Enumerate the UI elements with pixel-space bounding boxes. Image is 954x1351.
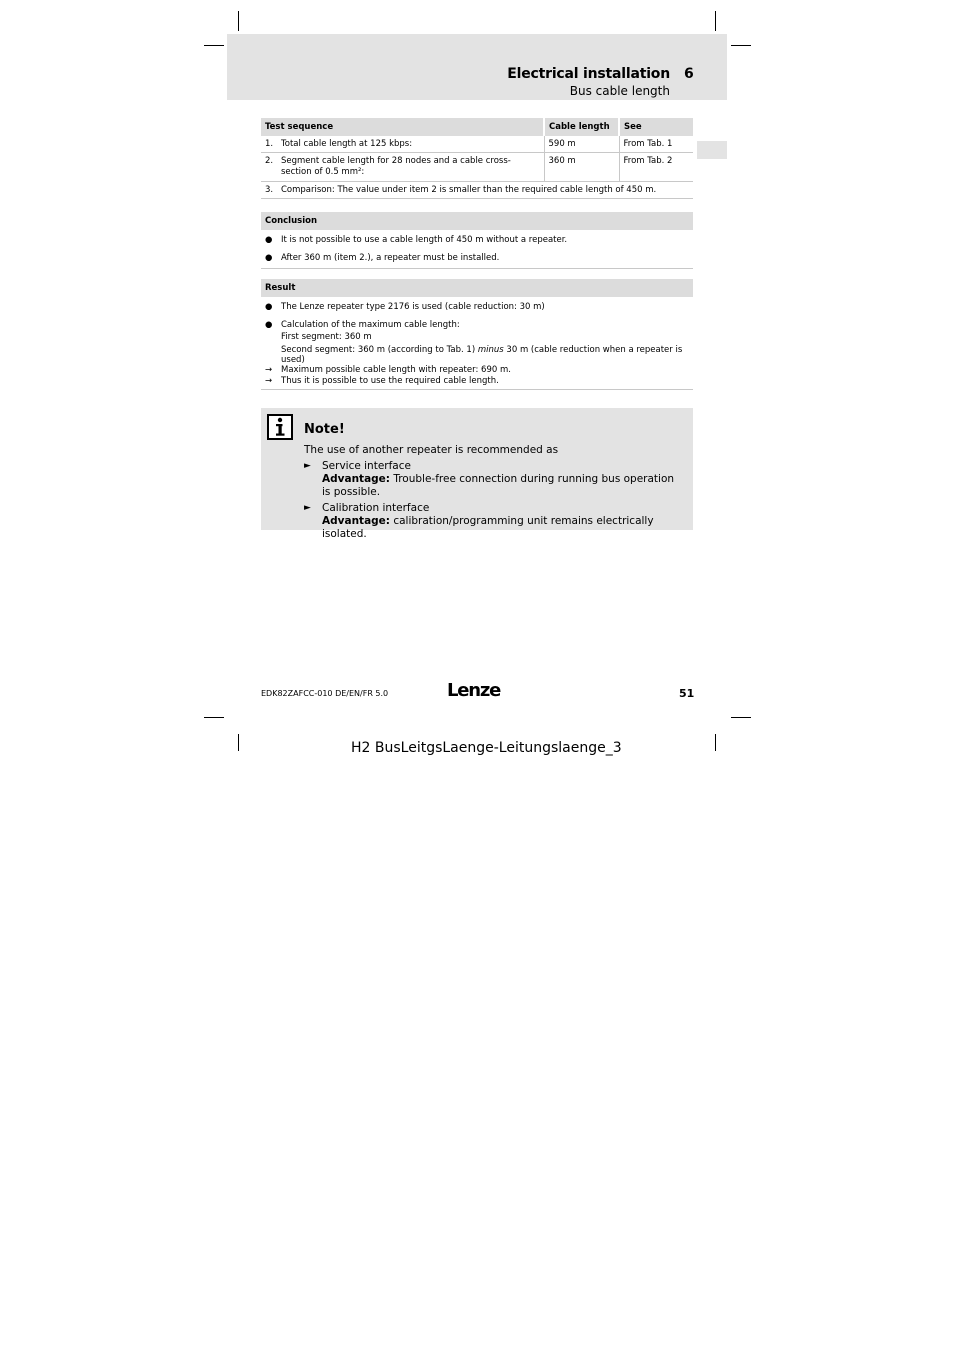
crop-mark	[204, 717, 224, 718]
section-heading: Conclusion	[261, 212, 693, 230]
table-row	[261, 153, 693, 182]
table-header-row	[261, 118, 693, 136]
row-number: 2.	[265, 156, 274, 166]
list-item: ● After 360 m (item 2.), a repeater must be installed.	[265, 253, 500, 263]
crop-mark	[731, 717, 751, 718]
page-title: Electrical installation	[507, 66, 670, 82]
section-heading: Result	[261, 279, 693, 297]
column-header: See	[619, 118, 693, 136]
result-section	[261, 279, 693, 390]
arrow-icon: →	[265, 365, 273, 375]
bullet-icon: ●	[265, 320, 273, 330]
list-item: ● The Lenze repeater type 2176 is used (cable reduction: 30 m)	[265, 302, 545, 312]
table-row	[261, 136, 693, 153]
crop-mark	[731, 45, 751, 46]
column-header: Test sequence	[261, 118, 544, 136]
page-subtitle: Bus cable length	[569, 84, 670, 98]
test-sequence-section	[261, 118, 693, 199]
document-code: EDK82ZAFCC-010 DE/EN/FR 5.0	[261, 689, 389, 698]
row-text: Total cable length at 125 kbps:	[281, 139, 413, 149]
bullet-icon: ●	[265, 302, 273, 312]
conclusion-section	[261, 212, 693, 269]
list-item: ► Service interface Advantage: Trouble-free connection during running bus operation is possible.	[304, 460, 675, 498]
cable-length-cell: 360 m	[544, 153, 619, 182]
note-intro: The use of another repeater is recommended as	[304, 444, 559, 456]
cable-length-cell: 590 m	[544, 136, 619, 153]
crop-mark	[204, 45, 224, 46]
list-item: ► Calibration interface Advantage: calibration/programming unit remains electrically isolated.	[304, 502, 654, 540]
row-text: Comparison: The value under item 2 is smaller than the required cable length of 450 m.	[281, 185, 657, 195]
arrow-icon: →	[265, 376, 273, 386]
list-item: → Thus it is possible to use the required cable length.	[265, 376, 499, 386]
see-cell: From Tab. 2	[619, 153, 693, 182]
side-tab	[697, 141, 727, 159]
page-number: 51	[679, 687, 695, 700]
triangle-icon: ►	[304, 461, 311, 471]
bullet-icon: ●	[265, 235, 273, 245]
row-number: 1.	[265, 139, 274, 149]
row-text: Segment cable length for 28 nodes and a cable cross-section of 0.5 mm²:	[281, 156, 511, 177]
note-title: Note!	[304, 422, 345, 437]
lenze-logo: Lenze	[447, 680, 501, 701]
note-box	[261, 408, 693, 540]
test-sequence-table	[261, 118, 693, 199]
note-body	[304, 444, 684, 541]
bullet-icon: ●	[265, 253, 273, 263]
crop-mark	[715, 734, 716, 751]
see-cell: From Tab. 1	[619, 136, 693, 153]
list-item: ● It is not possible to use a cable length of 450 m without a repeater.	[265, 235, 568, 245]
table-row	[261, 182, 693, 199]
list-item: → Maximum possible cable length with repeater: 690 m.	[265, 365, 511, 375]
list-item: ● Calculation of the maximum cable length: First segment: 360 m Second segment: 360 m (according to Tab. 1) minus 30 m (cable reduction when a repeater is used)	[265, 320, 683, 365]
crop-mark	[715, 11, 716, 31]
column-header: Cable length	[544, 118, 619, 136]
row-number: 3.	[265, 185, 274, 195]
crop-mark	[238, 734, 239, 751]
info-icon	[267, 414, 293, 440]
section-label: H2 BusLeitgsLaenge-Leitungslaenge_3	[351, 740, 622, 756]
triangle-icon: ►	[304, 503, 311, 513]
chapter-number: 6	[684, 66, 694, 82]
crop-mark	[238, 11, 239, 31]
